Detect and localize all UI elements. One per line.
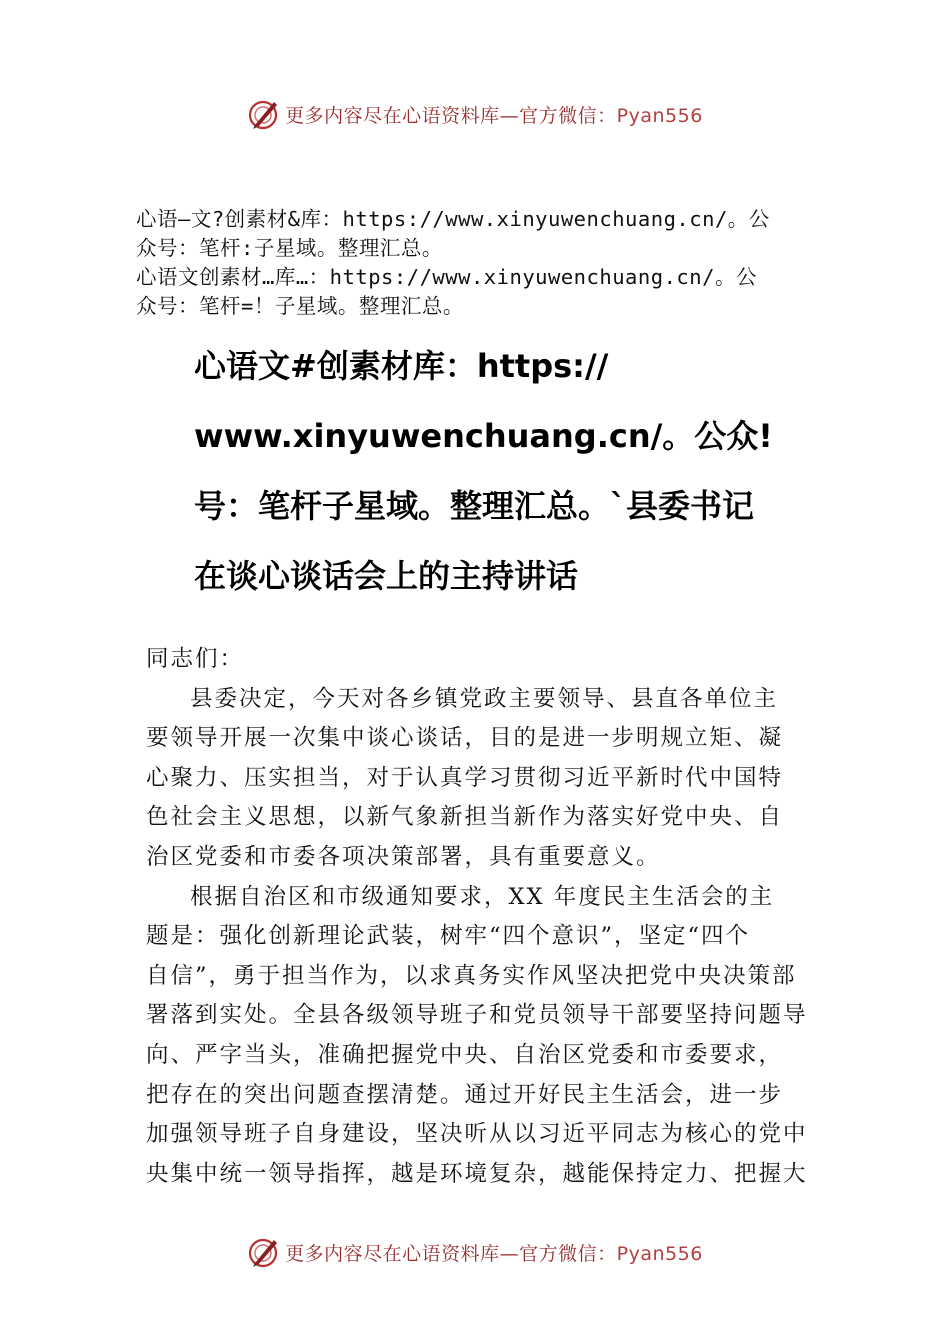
banner-text: 更多内容尽在心语资料库—官方微信：Pyan556 — [285, 104, 703, 127]
header-banner — [0, 94, 950, 134]
title-line: 心语文#创素材库：https:// — [194, 347, 609, 385]
body-line: 加强领导班子自身建设，坚决听从以习近平同志为核心的党中 — [146, 1121, 808, 1148]
body-line: 央集中统一领导指挥，越是环境复杂，越能保持定力、把握大 — [146, 1160, 808, 1187]
body-line: 县委决定，今天对各乡镇党政主要领导、县直各单位主 — [190, 685, 779, 712]
banner-text: 更多内容尽在心语资料库—官方微信：Pyan556 — [285, 1242, 703, 1265]
body-line: 自信”，勇于担当作为，以求真务实作风坚决把党中央决策部 — [146, 962, 797, 989]
title-line: 在谈心谈话会上的主持讲话 — [194, 557, 579, 595]
note-line: 心语—文?创素材&库：https://www.xinyuwenchuang.cn/。公 — [136, 207, 770, 231]
body-line: 题是：强化创新理论武装，树牢“四个意识”，坚定“四个 — [146, 923, 751, 950]
title-line: 号：笔杆子星域。整理汇总。`县委书记 — [194, 487, 755, 525]
document-body — [146, 640, 826, 1194]
pen-logo-icon — [247, 1235, 281, 1269]
body-line: 向、严字当头，准确把握党中央、自治区党委和市委要求， — [146, 1041, 784, 1068]
document-title — [194, 340, 844, 620]
title-line: www.xinyuwenchuang.cn/。公众! — [194, 417, 773, 455]
note-line: 众号：笔杆=！子星域。整理汇总。 — [136, 294, 464, 318]
body-line: 署落到实处。全县各级领导班子和党员领导干部要坚持问题导 — [146, 1002, 808, 1029]
body-line: 根据自治区和市级通知要求，XX 年度民主生活会的主 — [190, 883, 775, 910]
footer-banner — [0, 1232, 950, 1272]
body-line: 把存在的突出问题查摆清楚。通过开好民主生活会，进一步 — [146, 1081, 784, 1108]
salutation: 同志们： — [146, 646, 245, 672]
source-notes — [136, 205, 836, 321]
body-line: 要领导开展一次集中谈心谈话，目的是进一步明规立矩、凝 — [146, 725, 784, 752]
body-line: 治区党委和市委各项决策部署，具有重要意义。 — [146, 843, 661, 870]
note-line: 众号：笔杆:子星域。整理汇总。 — [136, 236, 443, 260]
pen-logo-icon — [247, 97, 281, 131]
body-line: 色社会主义思想，以新气象新担当新作为落实好党中央、自 — [146, 804, 784, 831]
note-line: 心语文创素材…库…：https://www.xinyuwenchuang.cn/。公 — [136, 265, 757, 289]
body-line: 心聚力、压实担当，对于认真学习贯彻习近平新时代中国特 — [146, 764, 784, 791]
